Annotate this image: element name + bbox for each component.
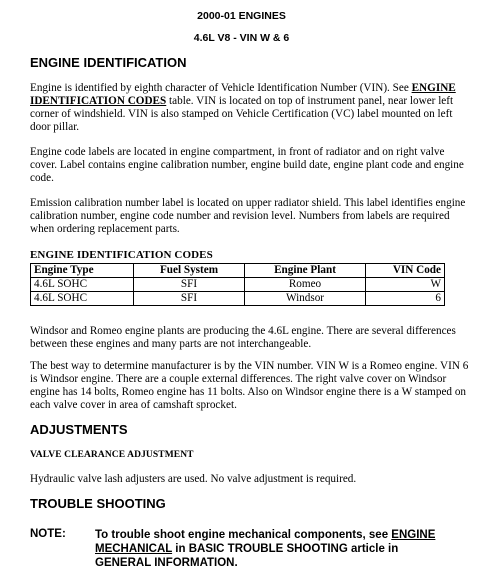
table-cell: W — [366, 278, 445, 292]
note-label: NOTE: — [30, 528, 66, 540]
column-header: Engine Plant — [245, 264, 366, 278]
paragraph-vin-location: Engine is identified by eighth character of Vehicle Identification Number (VIN). See ENGINE IDENTIFICATION CODES table. VIN is located on top of instrument panel, near lower left corner of windshield. VIN is also stamped on Vehicle Certification (VC) label mounted on left door pillar. — [30, 82, 456, 133]
table-cell: 4.6L SOHC — [31, 278, 134, 292]
section-heading-trouble-shooting: TROUBLE SHOOTING — [30, 496, 166, 511]
table-row — [31, 292, 445, 306]
table-cell: 4.6L SOHC — [31, 292, 134, 306]
paragraph-engine-code-labels: Engine code labels are located in engine compartment, in front of radiator and on right valve cover. Label contains engine calibration number, engine build date, engine plant code and engine code. — [30, 146, 464, 184]
paragraph-manufacturer: The best way to determine manufacturer is by the VIN number. VIN W is a Romeo engine. VIN 6 is Windsor engine. There are a couple external differences. The right valve cover on Windsor engine has 14 bolts, Romeo engine has 11 bolts. Also on Windsor engine there is a W stamped on each valve cover in area of camshaft sprocket. — [30, 360, 469, 411]
section-heading-engine-identification: ENGINE IDENTIFICATION — [30, 55, 187, 70]
column-header: Engine Type — [31, 264, 134, 278]
table-title: ENGINE IDENTIFICATION CODES — [30, 249, 213, 261]
engine-codes-table — [30, 263, 445, 306]
paragraph-emission-label: Emission calibration number label is located on upper radiator shield. This label identifies engine calibration number, engine code number and revision level. Numbers from labels are required when ordering replacement parts. — [30, 197, 466, 235]
doc-title: 2000-01 ENGINES — [197, 10, 286, 22]
paragraph-valve-lash: Hydraulic valve lash adjusters are used. No valve adjustment is required. — [30, 473, 357, 485]
table-cell: Romeo — [245, 278, 366, 292]
note-text: To trouble shoot engine mechanical components, see ENGINE MECHANICAL in BASIC TROUBLE SHOOTING article in GENERAL INFORMATION. — [95, 529, 436, 569]
table-cell: Windsor — [245, 292, 366, 306]
table-header-row — [31, 264, 445, 278]
column-header: Fuel System — [134, 264, 245, 278]
subheading-valve-clearance: VALVE CLEARANCE ADJUSTMENT — [30, 450, 194, 460]
paragraph-plants: Windsor and Romeo engine plants are producing the 4.6L engine. There are several differences between these engines and many parts are not interchangeable. — [30, 325, 456, 350]
column-header: VIN Code — [366, 264, 445, 278]
section-heading-adjustments: ADJUSTMENTS — [30, 422, 128, 437]
table-cell: SFI — [134, 292, 245, 306]
table-row — [31, 278, 445, 292]
table-cell: 6 — [366, 292, 445, 306]
engine-mechanical-link[interactable]: ENGINE MECHANICAL — [95, 529, 436, 555]
table-cell: SFI — [134, 278, 245, 292]
engine-identification-codes-link[interactable]: ENGINE IDENTIFICATION CODES — [30, 82, 456, 107]
doc-subtitle: 4.6L V8 - VIN W & 6 — [193, 32, 290, 44]
